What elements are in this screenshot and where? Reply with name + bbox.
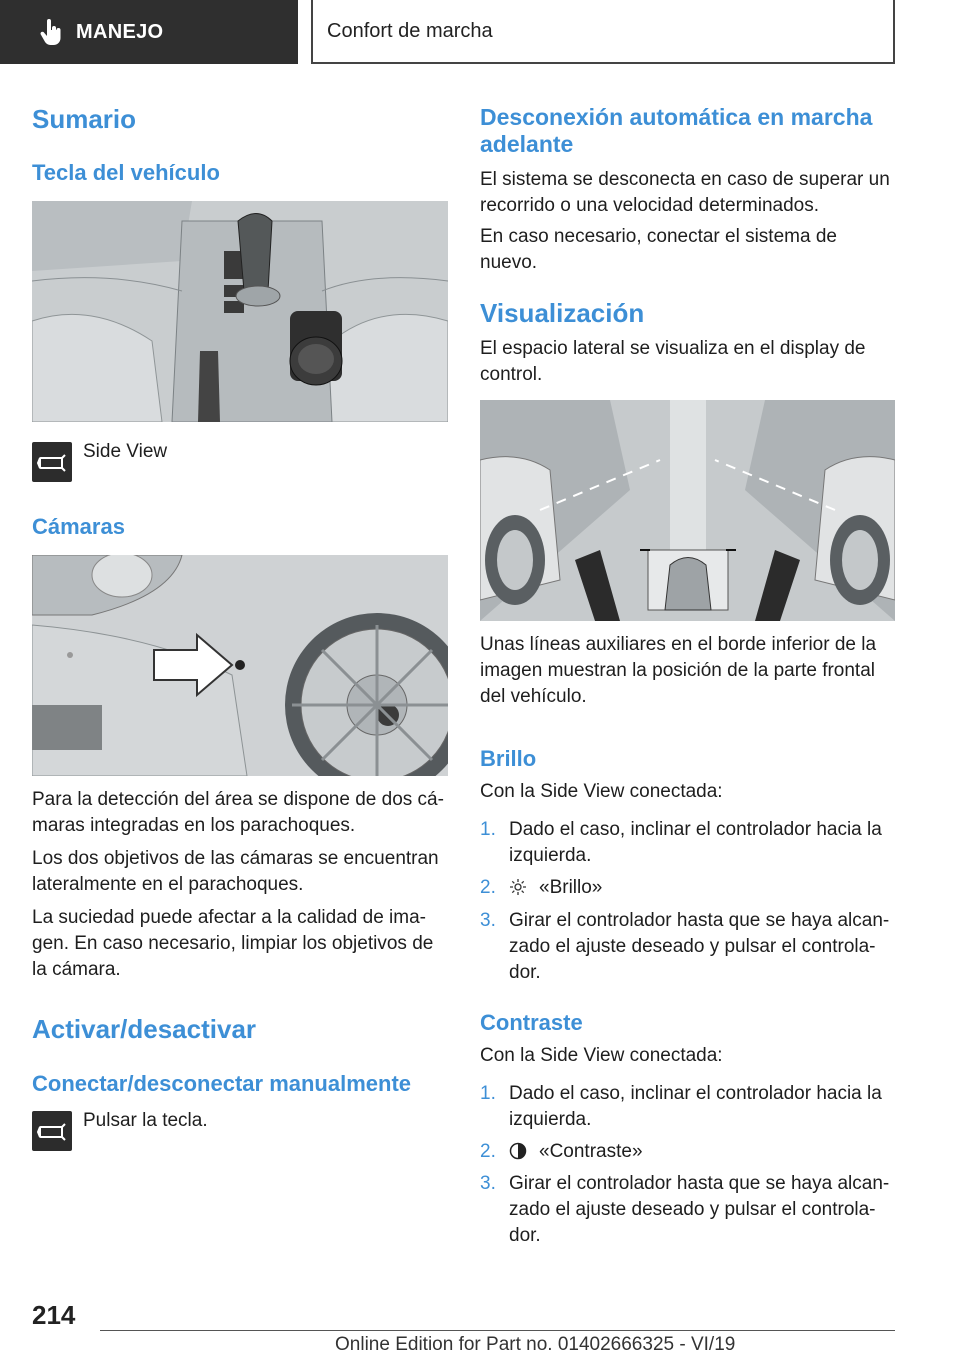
visualizacion-heading: Visualización bbox=[480, 298, 645, 328]
contrast-icon bbox=[509, 1142, 527, 1160]
activar-heading: Activar/desactivar bbox=[32, 1014, 257, 1044]
section-title: MANEJO bbox=[76, 20, 164, 43]
side-view-button-icon-2 bbox=[32, 1111, 72, 1151]
conectar-heading: Conectar/desconectar manualmente bbox=[32, 1071, 412, 1096]
camaras-paragraph-2: Los dos objetivos de las cámaras se encuentran lateralmente en el parachoques. bbox=[32, 848, 439, 895]
side-view-label: Side View bbox=[83, 441, 168, 462]
sumario-heading: Sumario bbox=[32, 104, 137, 134]
edition-footer: Online Edition for Part no. 01402666325 - VI/19 bbox=[335, 1334, 736, 1355]
camaras-paragraph-1: Para la detección del área se dispone de dos cá- maras integradas en los parachoques. bbox=[32, 789, 444, 836]
hand-pointer-icon bbox=[40, 19, 62, 45]
desconexion-paragraph-1: El sistema se desconecta en caso de superar un recorrido o una velocidad determinados. bbox=[480, 169, 890, 216]
pulsar-text: Pulsar la tecla. bbox=[83, 1110, 208, 1131]
side-view-button-icon bbox=[32, 442, 72, 482]
camaras-heading: Cámaras bbox=[32, 514, 125, 539]
brillo-intro: Con la Side View conectada: bbox=[480, 781, 723, 802]
desconexion-heading: Desconexión automática en marcha adelante bbox=[480, 104, 873, 157]
desconexion-paragraph-2: En caso necesario, conectar el sistema de nuevo. bbox=[480, 226, 837, 273]
brillo-heading: Brillo bbox=[480, 746, 537, 771]
visualizacion-paragraph-2: Unas líneas auxiliares en el borde inferior de la imagen muestran la posición de la parte frontal del vehículo. bbox=[480, 634, 877, 707]
contraste-intro: Con la Side View conectada: bbox=[480, 1045, 723, 1066]
section-header bbox=[0, 0, 298, 64]
chapter-header bbox=[311, 0, 895, 64]
contraste-heading: Contraste bbox=[480, 1010, 583, 1035]
visualizacion-paragraph-1: El espacio lateral se visualiza en el display de control. bbox=[480, 338, 866, 385]
page-number: 214 bbox=[32, 1300, 76, 1330]
chapter-title: Confort de marcha bbox=[327, 19, 493, 42]
center-console-figure bbox=[32, 201, 448, 422]
side-view-display-figure bbox=[480, 400, 895, 621]
tecla-heading: Tecla del vehículo bbox=[32, 160, 220, 185]
footer-divider bbox=[100, 1330, 895, 1331]
brightness-icon bbox=[509, 878, 527, 896]
bumper-camera-figure bbox=[32, 555, 448, 776]
camaras-paragraph-3: La suciedad puede afectar a la calidad de ima- gen. En caso necesario, limpiar los objetivos de la cámara. bbox=[32, 907, 434, 980]
